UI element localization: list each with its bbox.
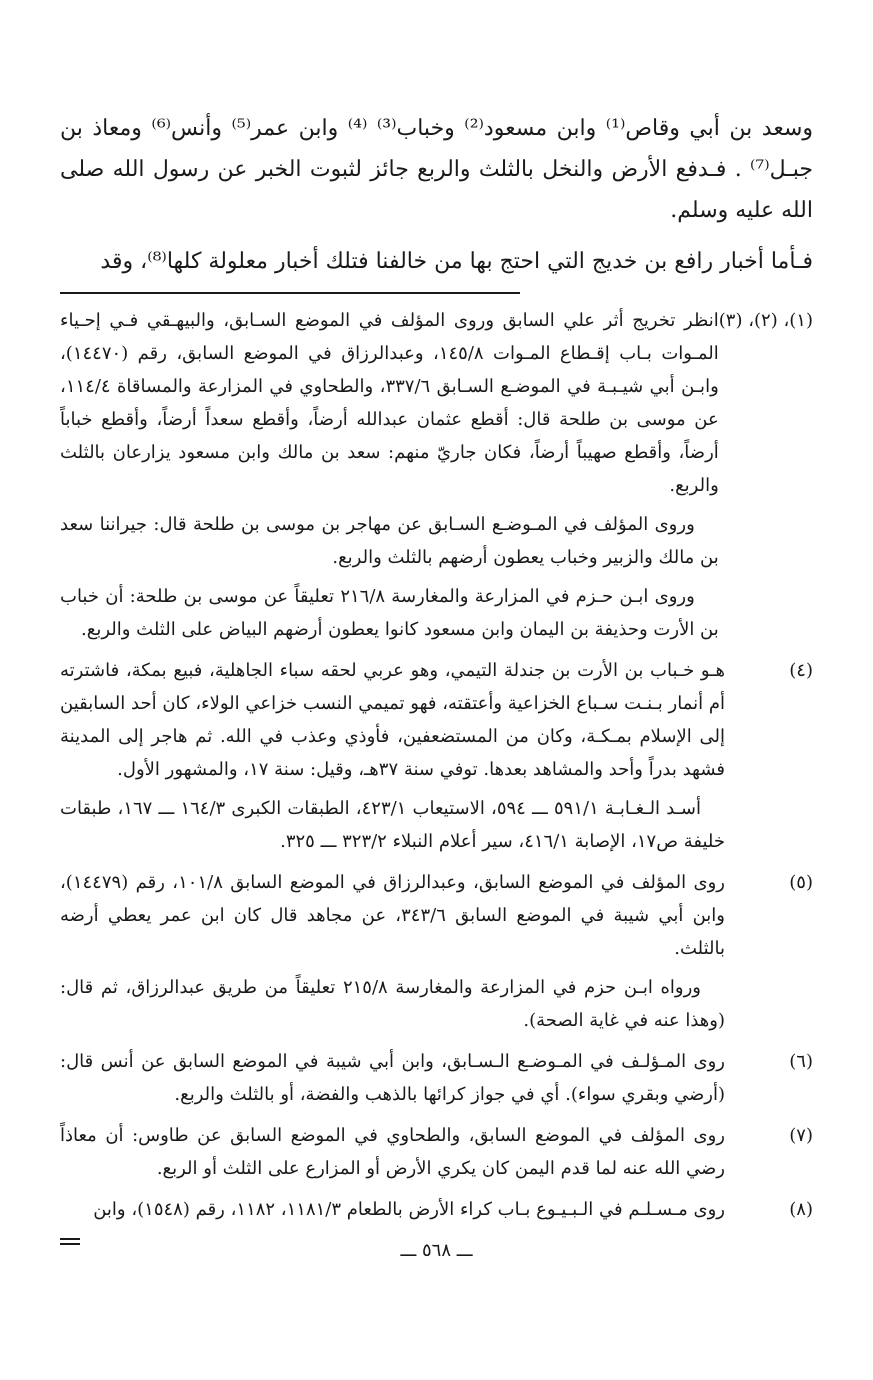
footnote-paragraph: روى المؤلف في الموضع السابق، وعبدالرزاق في الموضع السابق ١٠١/٨، رقم (١٤٤٧٩)، وابن أبي شيبة في الموضع السابق ٣٤٣/٦، عن مجاهد قال كان ابن عمر يعطي أرضه بالثلث.: [60, 872, 725, 959]
footnote-6: [60, 1045, 813, 1117]
footnote-8: [60, 1193, 813, 1232]
footnote-number: (٦): [789, 1051, 813, 1072]
footnote-body: [60, 1119, 725, 1191]
footnotes: [60, 304, 813, 1245]
footnote-paragraph: روى مـسـلـم في الـبـيـوع بـاب كراء الأرض بالطعام ١١٨١/٣، ١١٨٢، رقم (١٥٤٨)، وابن: [93, 1199, 725, 1220]
footnote-paragraph: وروى ابـن حـزم في المزارعة والمغارسة ٢١٦/٨ تعليقاً عن موسى بن طلحة: أن خباب بن الأرت وحذيفة بن اليمان وابن مسعود كانوا يعطون أرضهم البياض على الثلث والربع.: [60, 586, 719, 640]
page-number: ـــ ٥٦٨ ـــ: [400, 1240, 473, 1261]
main-paragraph-2: فـأما أخبار رافع بن خديج التي احتج بها من خالفنا فتلك أخبار معلولة كلها⁽⁸⁾، وقد: [100, 249, 813, 274]
footnote-paragraph: هـو خـباب بن الأرت بن جندلة التيمي، وهو عربي لحقه سباء الجاهلية، فبيع بمكة، فاشترته أم أنمار بـنـت سـباع الخزاعية وأعتقته، فهو تميمي النسب خزاعي الولاء، كان أحد السابقين إلى الإسلام بمـكـة، وكان من المستضعفين، فأوذي وعذب في الله. ثم هاجر إلى المدينة فشهد بدراً وأحد والمشاهد بعدها. توفي سنة ٣٧هـ، وقيل: سنة ١٧، والمشهور الأول.: [60, 660, 725, 780]
footnote-body: [60, 304, 719, 652]
footnote-separator: [60, 292, 813, 294]
footnote-body: [60, 1045, 725, 1117]
footnote-4: [60, 654, 813, 864]
footnote-paragraph: روى المـؤلـف في المـوضـع الـسـابق، وابن أبي شيبة في الموضع السابق عن أنس قال: (أرضي وبقري سواء). أي في جواز كرائها بالذهب والفضة، أو بالثلث والربع.: [60, 1051, 725, 1105]
footnote-body: [60, 866, 725, 1043]
footnote-body: [60, 654, 725, 864]
footnote-7: [60, 1119, 813, 1191]
footnote-paragraph: ورواه ابـن حزم في المزارعة والمغارسة ٢١٥/٨ تعليقاً من طريق عبدالرزاق، ثم قال: (وهذا عنه في غاية الصحة).: [60, 977, 725, 1031]
footnote-paragraph: روى المؤلف في الموضع السابق، والطحاوي في الموضع السابق عن طاوس: أن معاذاً رضي الله عنه لما قدم اليمن كان يكري الأرض أو المزارع على الثلث أو الربع.: [60, 1125, 725, 1179]
footnote-number: (٨): [789, 1199, 813, 1220]
footnote-number: (٤): [789, 660, 813, 681]
main-text: [60, 108, 813, 282]
main-paragraph-1: وسعد بن أبي وقاص⁽¹⁾ وابن مسعود⁽²⁾ وخباب⁽³⁾ ⁽⁴⁾ وابن عمر⁽⁵⁾ وأنس⁽⁶⁾ ومعاذ بن جبـل⁽⁷⁾ . فـدفع الأرض والنخل بالثلث والربع جائز لثبوت الخبر عن رسول الله صلى الله عليه وسلم.: [60, 116, 814, 223]
footnote-number: (٥): [789, 872, 813, 893]
footnote-5: [60, 866, 813, 1043]
footnote-number: (٧): [789, 1125, 813, 1146]
footnote-paragraph: وروى المؤلف في المـوضـع السـابق عن مهاجر بن موسى بن طلحة قال: جيراننا سعد بن مالك والزبير وخباب يعطون أرضهم بالثلث والربع.: [60, 514, 719, 568]
footnote-paragraph: أسـد الـغـابـة ٥٩١/١ ـــ ٥٩٤، الاستيعاب ٤٢٣/١، الطبقات الكبرى ١٦٤/٣ ـــ ١٦٧، طبقات خليفة ص١٧، الإصابة ٤١٦/١، سير أعلام النبلاء ٣٢٣/٢ ـــ ٣٢٥.: [60, 798, 725, 852]
footnote-number: (١)، (٢)، (٣): [718, 310, 813, 331]
footnote-body: [60, 1193, 725, 1232]
footnote-1-2-3: [60, 304, 813, 652]
footnote-paragraph: انظر تخريج أثر علي السابق وروى المؤلف في الموضع السـابق، والبيهـقي فـي إحـياء المـوات بـاب إقـطاع المـوات ١٤٥/٨، وعبدالرزاق في الموضع السابق، رقم (١٤٤٧٠)، وابـن أبي شيـبـة في الموضـع السـابق ٣٣٧/٦، والطحاوي في المزارعة والمساقاة ١١٤/٤، عن موسى بن طلحة قال: أقطع عثمان عبدالله أرضاً، وأقطع سعداً أرضاً، وأقطع خباباً أرضاً، وأقطع صهيباً أرضاً، فكان جاريّ منهم: سعد بن مالك وابن مسعود يزارعان بالثلث والربع.: [60, 310, 719, 496]
